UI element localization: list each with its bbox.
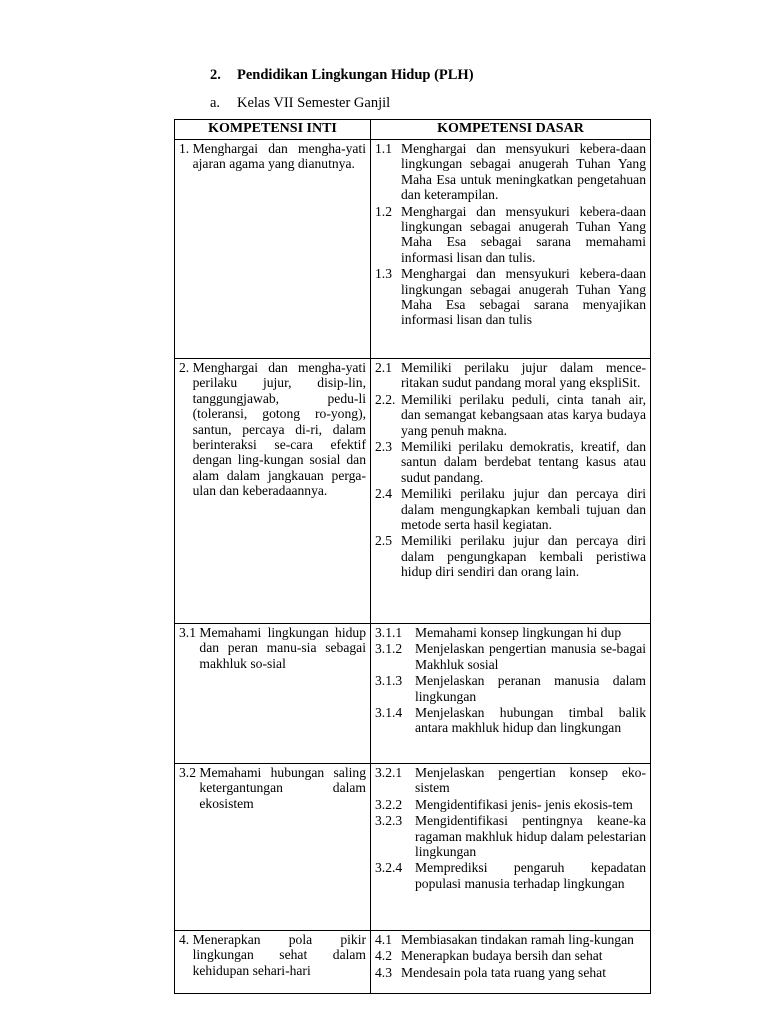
kompetensi-dasar-cell bbox=[371, 359, 651, 624]
kd-text: Memiliki perilaku jujur dan percaya diri dalam mengungkapkan kembali tujuan dan metode serta hasil kegiatan. bbox=[401, 486, 646, 533]
section-title: Pendidikan Lingkungan Hidup (PLH) bbox=[237, 67, 474, 83]
kd-item bbox=[375, 392, 646, 438]
kd-number: 2.1 bbox=[375, 360, 392, 375]
ki-number: 3.1 bbox=[179, 625, 200, 640]
table-row bbox=[175, 359, 651, 624]
kd-number: 3.1.4 bbox=[375, 705, 403, 721]
kd-text: Mengidentifikasi pentingnya keane-ka ragaman makhluk hidup dalam pelestarian lingkungan bbox=[415, 813, 647, 860]
kd-item bbox=[375, 641, 646, 672]
kd-text: Menghargai dan mensyukuri kebera-daan lingkungan sebagai anugerah Tuhan Yang Maha Esa sebagai sarana memahami informasi lisan dan tulis. bbox=[401, 203, 646, 265]
ki-text: Menghargai dan mengha-yati ajaran agama yang dianutnya. bbox=[192, 141, 366, 172]
kd-number: 3.2.3 bbox=[375, 813, 403, 829]
kd-number: 3.2.4 bbox=[375, 860, 403, 876]
kd-number: 4.2 bbox=[375, 948, 392, 964]
kd-item bbox=[375, 533, 646, 579]
ki-text: Menerapkan pola pikir lingkungan sehat dalam kehidupan sehari-hari bbox=[192, 932, 366, 978]
kd-item bbox=[375, 813, 646, 859]
kd-text: Mendesain pola tata ruang yang sehat bbox=[401, 964, 606, 980]
kd-item bbox=[375, 625, 646, 640]
section-number: 2. bbox=[210, 67, 221, 83]
kompetensi-inti-cell bbox=[175, 624, 371, 764]
kd-item bbox=[375, 965, 646, 980]
kd-text: Memiliki perilaku peduli, cinta tanah air, dan semangat kebangsaan atas karya budaya yang penuh makna. bbox=[401, 391, 646, 438]
competency-table bbox=[174, 119, 651, 994]
kompetensi-dasar-cell bbox=[371, 140, 651, 359]
kd-item bbox=[375, 360, 646, 391]
kd-number: 2.2. bbox=[375, 391, 396, 407]
kd-item bbox=[375, 860, 646, 891]
kompetensi-dasar-cell bbox=[371, 624, 651, 764]
kd-text: Memiliki perilaku demokratis, kreatif, dan santun dalam berdebat tentang kasus atau sudut pandang. bbox=[401, 439, 646, 485]
kd-number: 3.1.1 bbox=[375, 625, 403, 640]
kd-number: 2.5 bbox=[375, 533, 392, 549]
kd-text: Menghargai dan mensyukuri kebera-daan lingkungan sebagai anugerah Tuhan Yang Maha Esa untuk meningkatkan pengetahuan dan keterampilan. bbox=[401, 141, 646, 203]
kd-item bbox=[375, 797, 646, 812]
kd-text: Menjelaskan pengertian manusia se-bagai Makhluk sosial bbox=[415, 641, 646, 672]
kompetensi-dasar-cell bbox=[371, 764, 651, 931]
kd-text: Menjelaskan peranan manusia dalam lingkungan bbox=[415, 673, 646, 704]
ki-number: 2. bbox=[179, 360, 193, 375]
section-heading bbox=[210, 67, 474, 84]
kd-text: Memiliki perilaku jujur dalam mence-ritakan sudut pandang moral yang ekspliSit. bbox=[401, 360, 646, 391]
table-row bbox=[175, 624, 651, 764]
kd-item bbox=[375, 705, 646, 736]
subsection-number: a. bbox=[210, 95, 221, 111]
kd-number: 3.1.2 bbox=[375, 641, 403, 657]
subsection-title: Kelas VII Semester Ganjil bbox=[237, 95, 391, 111]
kd-text: Mengidentifikasi jenis- jenis ekosis-tem bbox=[415, 796, 633, 812]
kd-text: Menjelaskan pengertian konsep eko-sistem bbox=[415, 765, 646, 796]
kompetensi-inti-cell bbox=[175, 764, 371, 931]
kd-number: 4.3 bbox=[375, 964, 392, 980]
ki-number: 1. bbox=[179, 141, 193, 156]
kd-item bbox=[375, 486, 646, 532]
kompetensi-inti-cell bbox=[175, 931, 371, 994]
kd-item bbox=[375, 266, 646, 328]
kd-item bbox=[375, 673, 646, 704]
table-row bbox=[175, 931, 651, 994]
table-header-row bbox=[175, 120, 651, 140]
kompetensi-inti-cell bbox=[175, 359, 371, 624]
subsection-heading bbox=[210, 95, 390, 112]
kd-number: 1.3 bbox=[375, 266, 392, 282]
kd-number: 3.2.1 bbox=[375, 765, 403, 780]
header-kompetensi-dasar: KOMPETENSI DASAR bbox=[371, 120, 651, 140]
kd-item bbox=[375, 204, 646, 266]
kd-number: 3.2.2 bbox=[375, 796, 403, 812]
table-row bbox=[175, 764, 651, 931]
ki-text: Memahami lingkungan hidup dan peran manu-sia sebagai makhluk so-sial bbox=[199, 625, 366, 671]
ki-number: 3.2 bbox=[179, 765, 200, 780]
kd-text: Menghargai dan mensyukuri kebera-daan lingkungan sebagai anugerah Tuhan Yang Maha Esa sebagai sarana menyajikan informasi lisan dan tulis bbox=[401, 266, 646, 328]
kd-number: 2.3 bbox=[375, 439, 392, 455]
ki-text: Menghargai dan mengha-yati perilaku jujur, disip-lin, tanggungjawab, pedu-li (toleransi, gotong ro-yong), santun, percaya di-ri, dalam berinteraksi se-cara efektif dengan ling-kungan sosial dan alam dalam jangkauan perga-ulan dan keberadaannya. bbox=[192, 360, 366, 499]
kd-item bbox=[375, 948, 646, 963]
kd-item bbox=[375, 932, 646, 947]
kd-item bbox=[375, 765, 646, 796]
kd-text: Memprediksi pengaruh kepadatan populasi manusia terhadap lingkungan bbox=[415, 860, 646, 891]
kd-text: Menerapkan budaya bersih dan sehat bbox=[401, 948, 603, 964]
header-kompetensi-inti: KOMPETENSI INTI bbox=[175, 120, 371, 140]
table-row bbox=[175, 140, 651, 359]
ki-text: Memahami hubungan saling ketergantungan dalam ekosistem bbox=[199, 765, 366, 811]
kd-number: 1.2 bbox=[375, 203, 392, 219]
kompetensi-inti-cell bbox=[175, 140, 371, 359]
kompetensi-dasar-cell bbox=[371, 931, 651, 994]
kd-text: Menjelaskan hubungan timbal balik antara makhluk hidup dan lingkungan bbox=[415, 705, 646, 736]
kd-text: Memiliki perilaku jujur dan percaya diri dalam pengungkapan kembali peristiwa hidup diri sendiri dan orang lain. bbox=[401, 533, 646, 580]
kd-number: 1.1 bbox=[375, 141, 392, 156]
kd-number: 2.4 bbox=[375, 486, 392, 502]
kd-text: Memahami konsep lingkungan hi dup bbox=[415, 625, 622, 640]
ki-number: 4. bbox=[179, 932, 193, 947]
kd-item bbox=[375, 141, 646, 203]
kd-number: 3.1.3 bbox=[375, 673, 403, 689]
kd-text: Membiasakan tindakan ramah ling-kungan bbox=[401, 932, 634, 947]
kd-number: 4.1 bbox=[375, 932, 392, 947]
kd-item bbox=[375, 439, 646, 485]
